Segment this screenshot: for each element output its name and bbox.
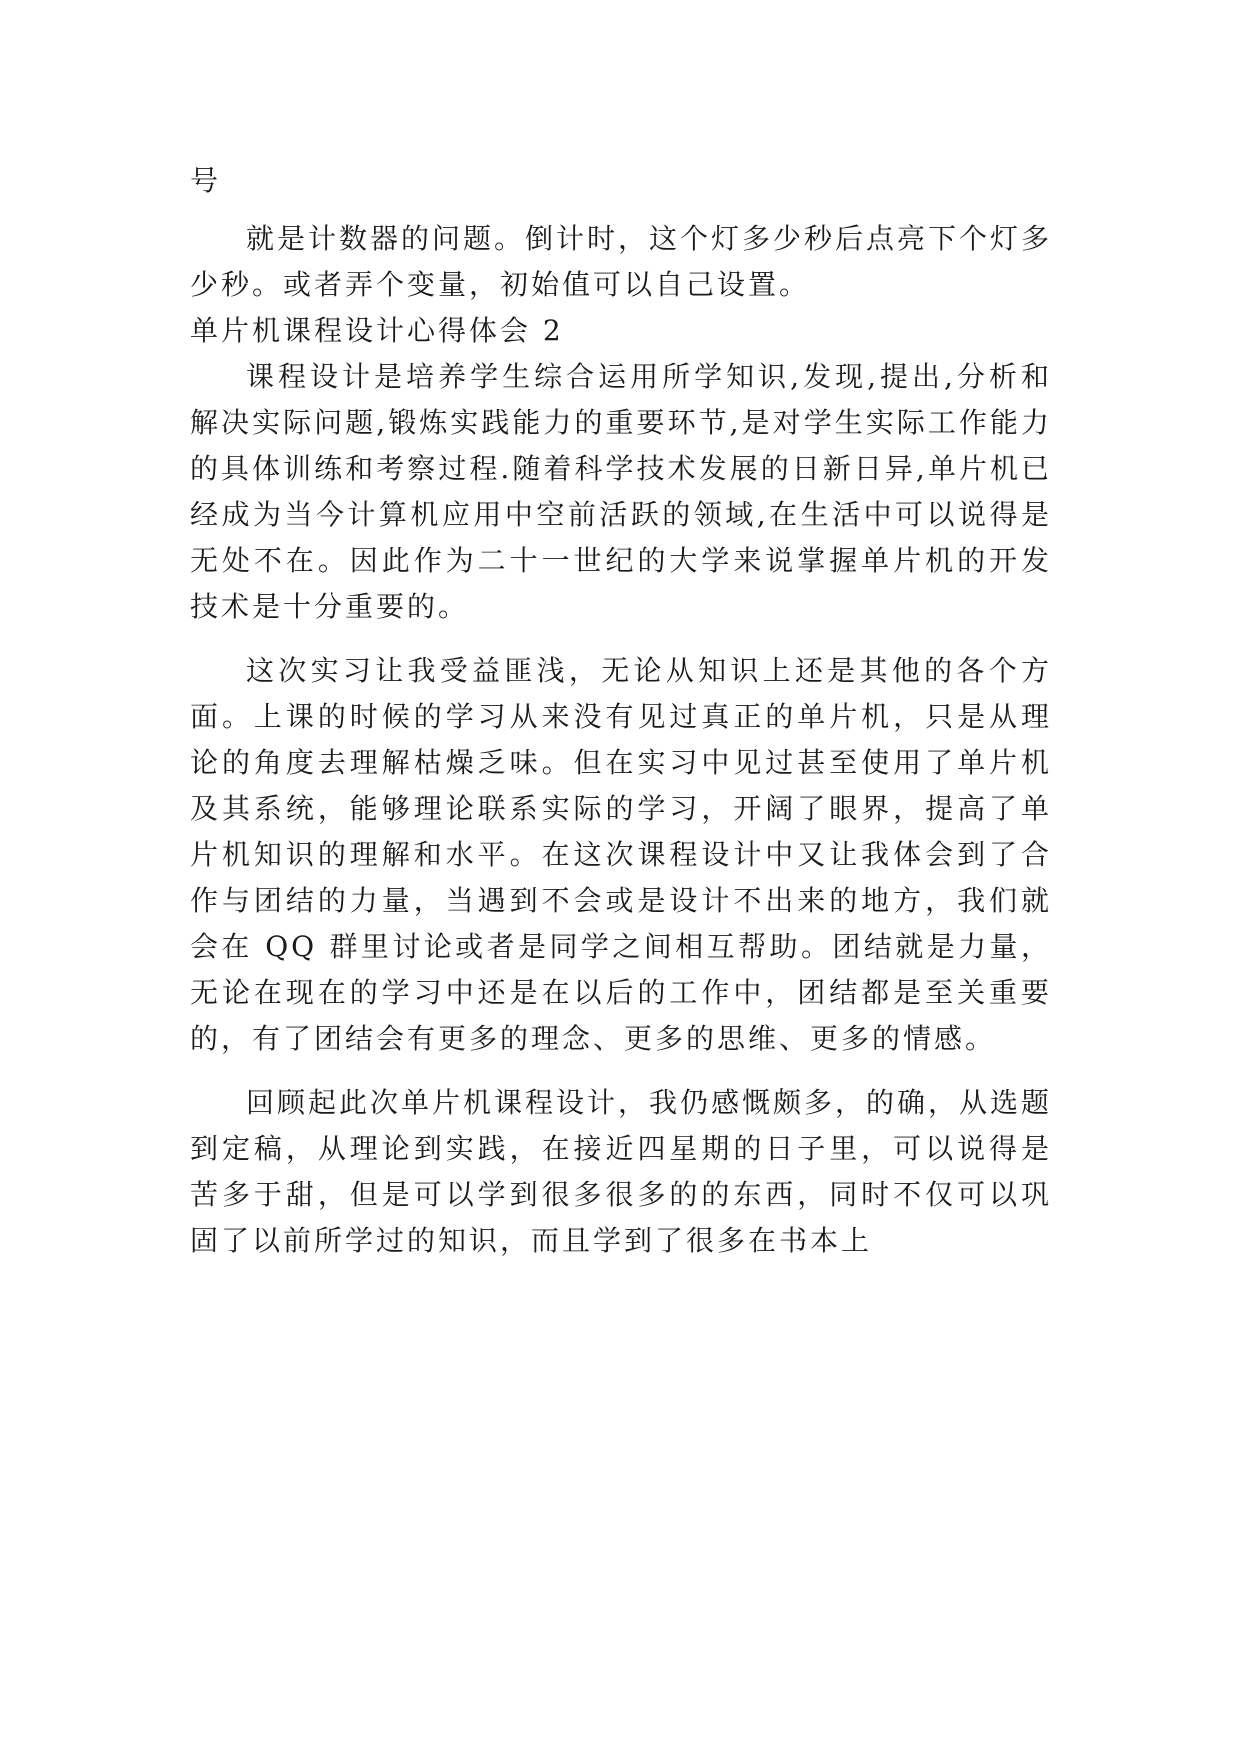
section-heading: 单片机课程设计心得体会 2 bbox=[190, 314, 564, 347]
paragraph-intro: 课程设计是培养学生综合运用所学知识,发现,提出,分析和解决实际问题,锻炼实践能力的重要环节,是对学生实际工作能力的具体训练和考察过程.随着科学技术发展的日新日异,单片机已经成为当今计算机应用中空前活跃的领域,在生活中可以说得是无处不在。因此作为二十一世纪的大学来说掌握单片机的开发技术是十分重要的。 bbox=[190, 360, 1052, 623]
document-body bbox=[190, 158, 1052, 1264]
paragraph-counter: 就是计数器的问题。倒计时，这个灯多少秒后点亮下个灯多少秒。或者弄个变量，初始值可以自己设置。 bbox=[190, 222, 1053, 301]
paragraph-review: 回顾起此次单片机课程设计，我仍感慨颇多，的确，从选题到定稿，从理论到实践，在接近四星期的日子里，可以说得是苦多于甜，但是可以学到很多很多的的东西，同时不仅可以巩固了以前所学过的知识，而且学到了很多在书本上 bbox=[190, 1086, 1053, 1257]
paragraph-internship: 这次实习让我受益匪浅，无论从知识上还是其他的各个方面。上课的时候的学习从来没有见过真正的单片机，只是从理论的角度去理解枯燥乏味。但在实习中见过甚至使用了单片机及其系统，能够理论联系实际的学习，开阔了眼界，提高了单片机知识的理解和水平。在这次课程设计中又让我体会到了合作与团结的力量，当遇到不会或是设计不出来的地方，我们就会在 QQ 群里讨论或者是同学之间相互帮助。团结就是力量，无论在现在的学习中还是在以后的工作中，团结都是至关重要的，有了团结会有更多的理念、更多的思维、更多的情感。 bbox=[190, 654, 1052, 1055]
fragment-top-line: 号 bbox=[190, 164, 222, 197]
